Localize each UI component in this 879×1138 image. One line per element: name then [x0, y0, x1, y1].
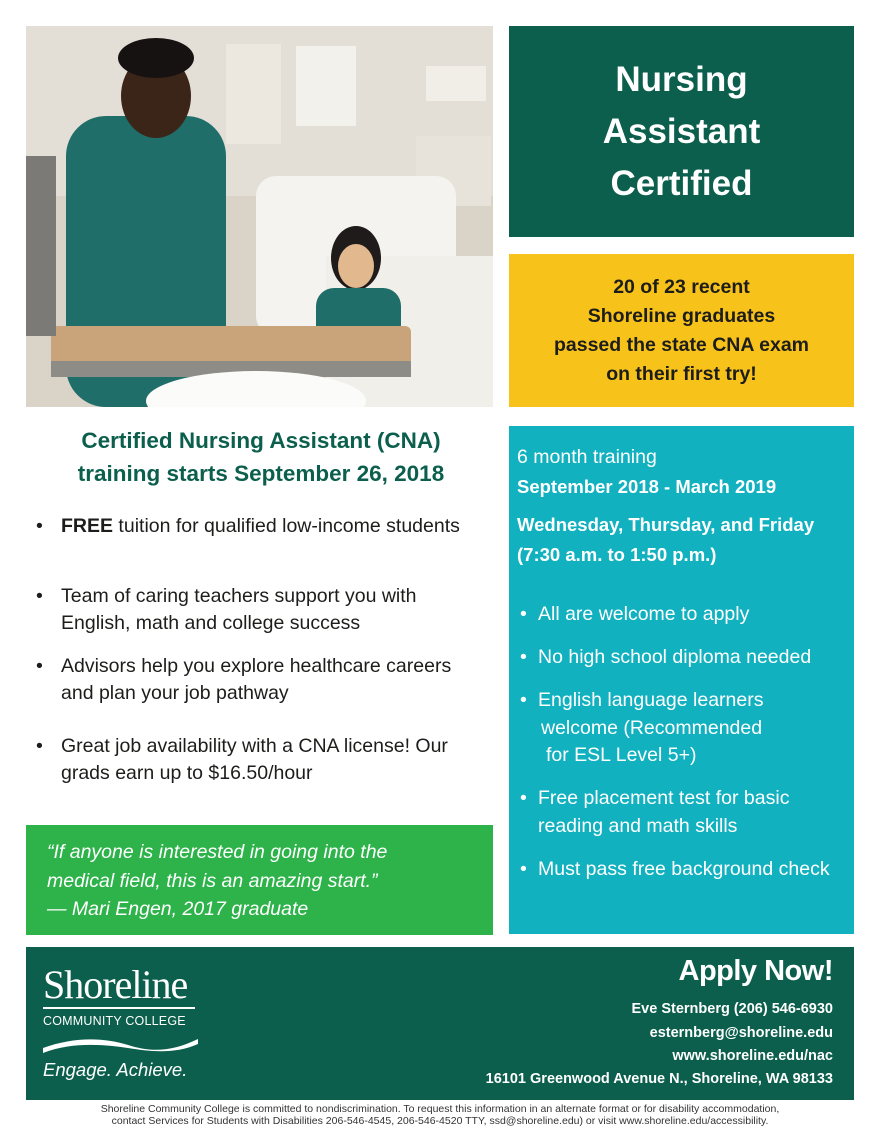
- logo-subtitle: COMMUNITY COLLEGE: [43, 1014, 186, 1028]
- esl-line-2: welcome (Recommended: [541, 716, 763, 739]
- quote-line-1: “If anyone is interested in going into the: [47, 841, 388, 863]
- disclaimer-line-2: contact Services for Students with Disabilities 206-546-4545, 206-546-4520 TTY, ssd@shoreline.edu) or visit www.shoreline.edu/accessibility.: [111, 1115, 769, 1127]
- program-title: [603, 54, 761, 210]
- contact-website[interactable]: www.shoreline.edu/nac: [672, 1048, 833, 1064]
- stat-line-4: on their first try!: [606, 362, 757, 385]
- requirement-text: [538, 687, 850, 770]
- schedule-box: [509, 426, 854, 934]
- bullet-dot: •: [520, 603, 527, 625]
- bullet-dot: •: [36, 585, 43, 607]
- requirement-text: All are welcome to apply: [538, 603, 750, 625]
- training-headline: [26, 424, 496, 490]
- requirement-text: No high school diploma needed: [538, 646, 812, 668]
- stat-line-1: 20 of 23 recent: [613, 275, 750, 298]
- bullet-dot: •: [520, 787, 527, 809]
- bullet-dot: •: [36, 735, 43, 757]
- title-line-1: Nursing: [615, 59, 748, 99]
- hero-photo: [26, 26, 493, 407]
- free-label: FREE: [61, 515, 114, 537]
- pass-rate-text: [554, 273, 809, 389]
- requirement-item: [520, 856, 850, 884]
- teachers-text: Team of caring teachers support you with English, math and college success: [61, 585, 417, 634]
- wave-icon: [43, 1035, 198, 1053]
- logo-rule: [43, 1007, 195, 1009]
- quote-line-2: medical field, this is an amazing start.”: [47, 869, 378, 892]
- esl-line-3: for ESL Level 5+): [546, 744, 697, 766]
- training-dates: September 2018 - March 2019: [517, 476, 777, 497]
- headline-line-1: Certified Nursing Assistant (CNA): [81, 428, 441, 453]
- stat-line-2: Shoreline graduates: [587, 304, 776, 327]
- nondiscrimination-notice: [26, 1103, 854, 1127]
- training-schedule: Wednesday, Thursday, and Friday (7:30 a.m. to 1:50 p.m.): [517, 514, 815, 565]
- testimonial-box: [26, 825, 493, 935]
- stat-line-3: passed the state CNA exam: [553, 333, 810, 356]
- requirement-item: [520, 785, 850, 840]
- requirement-item: [520, 687, 850, 770]
- footer-bar: [26, 947, 854, 1100]
- contact-email[interactable]: esternberg@shoreline.edu: [649, 1025, 833, 1041]
- headline-line-2: training starts September 26, 2018: [77, 461, 445, 486]
- bullet-dot: •: [36, 655, 43, 677]
- training-duration: 6 month training: [517, 446, 657, 468]
- jobs-text: Great job availability with a CNA license! Our grads earn up to $16.50/hour: [61, 735, 448, 784]
- bullet-dot: •: [520, 646, 527, 668]
- requirement-item: [520, 644, 850, 672]
- requirement-text: Free placement test for basic reading and math skills: [538, 787, 790, 837]
- bullet-dot: •: [36, 515, 43, 537]
- pass-rate-box: [509, 254, 854, 407]
- requirement-item: [520, 601, 850, 629]
- college-logo: [43, 962, 243, 1085]
- testimonial-quote: [47, 838, 487, 924]
- title-line-2: Assistant: [602, 111, 761, 151]
- benefit-item-jobs: [36, 733, 486, 787]
- program-title-box: [509, 26, 854, 237]
- logo-name: Shoreline: [43, 962, 188, 1007]
- bullet-dot: •: [520, 858, 527, 880]
- benefit-item-teachers: [36, 583, 486, 637]
- tuition-text: tuition for qualified low-income students: [113, 515, 460, 537]
- contact-address: 16101 Greenwood Avenue N., Shoreline, WA 98133: [485, 1071, 833, 1087]
- contact-name: Eve Sternberg (206) 546-6930: [631, 1001, 833, 1017]
- quote-attribution: — Mari Engen, 2017 graduate: [47, 898, 309, 920]
- esl-line-1: English language learners: [538, 689, 764, 711]
- advisors-text: Advisors help you explore healthcare careers and plan your job pathway: [61, 655, 452, 704]
- requirement-text: Must pass free background check: [538, 858, 830, 880]
- logo-tagline: Engage. Achieve.: [43, 1059, 188, 1080]
- apply-now-heading: Apply Now!: [678, 955, 833, 987]
- bullet-dot: •: [520, 689, 527, 711]
- benefit-item-tuition: [36, 513, 486, 540]
- benefit-item-advisors: [36, 653, 486, 707]
- title-line-3: Certified: [610, 163, 753, 203]
- disclaimer-line-1: Shoreline Community College is committed to nondiscrimination. To request this information in an alternate format or for disability accommodation,: [100, 1103, 780, 1115]
